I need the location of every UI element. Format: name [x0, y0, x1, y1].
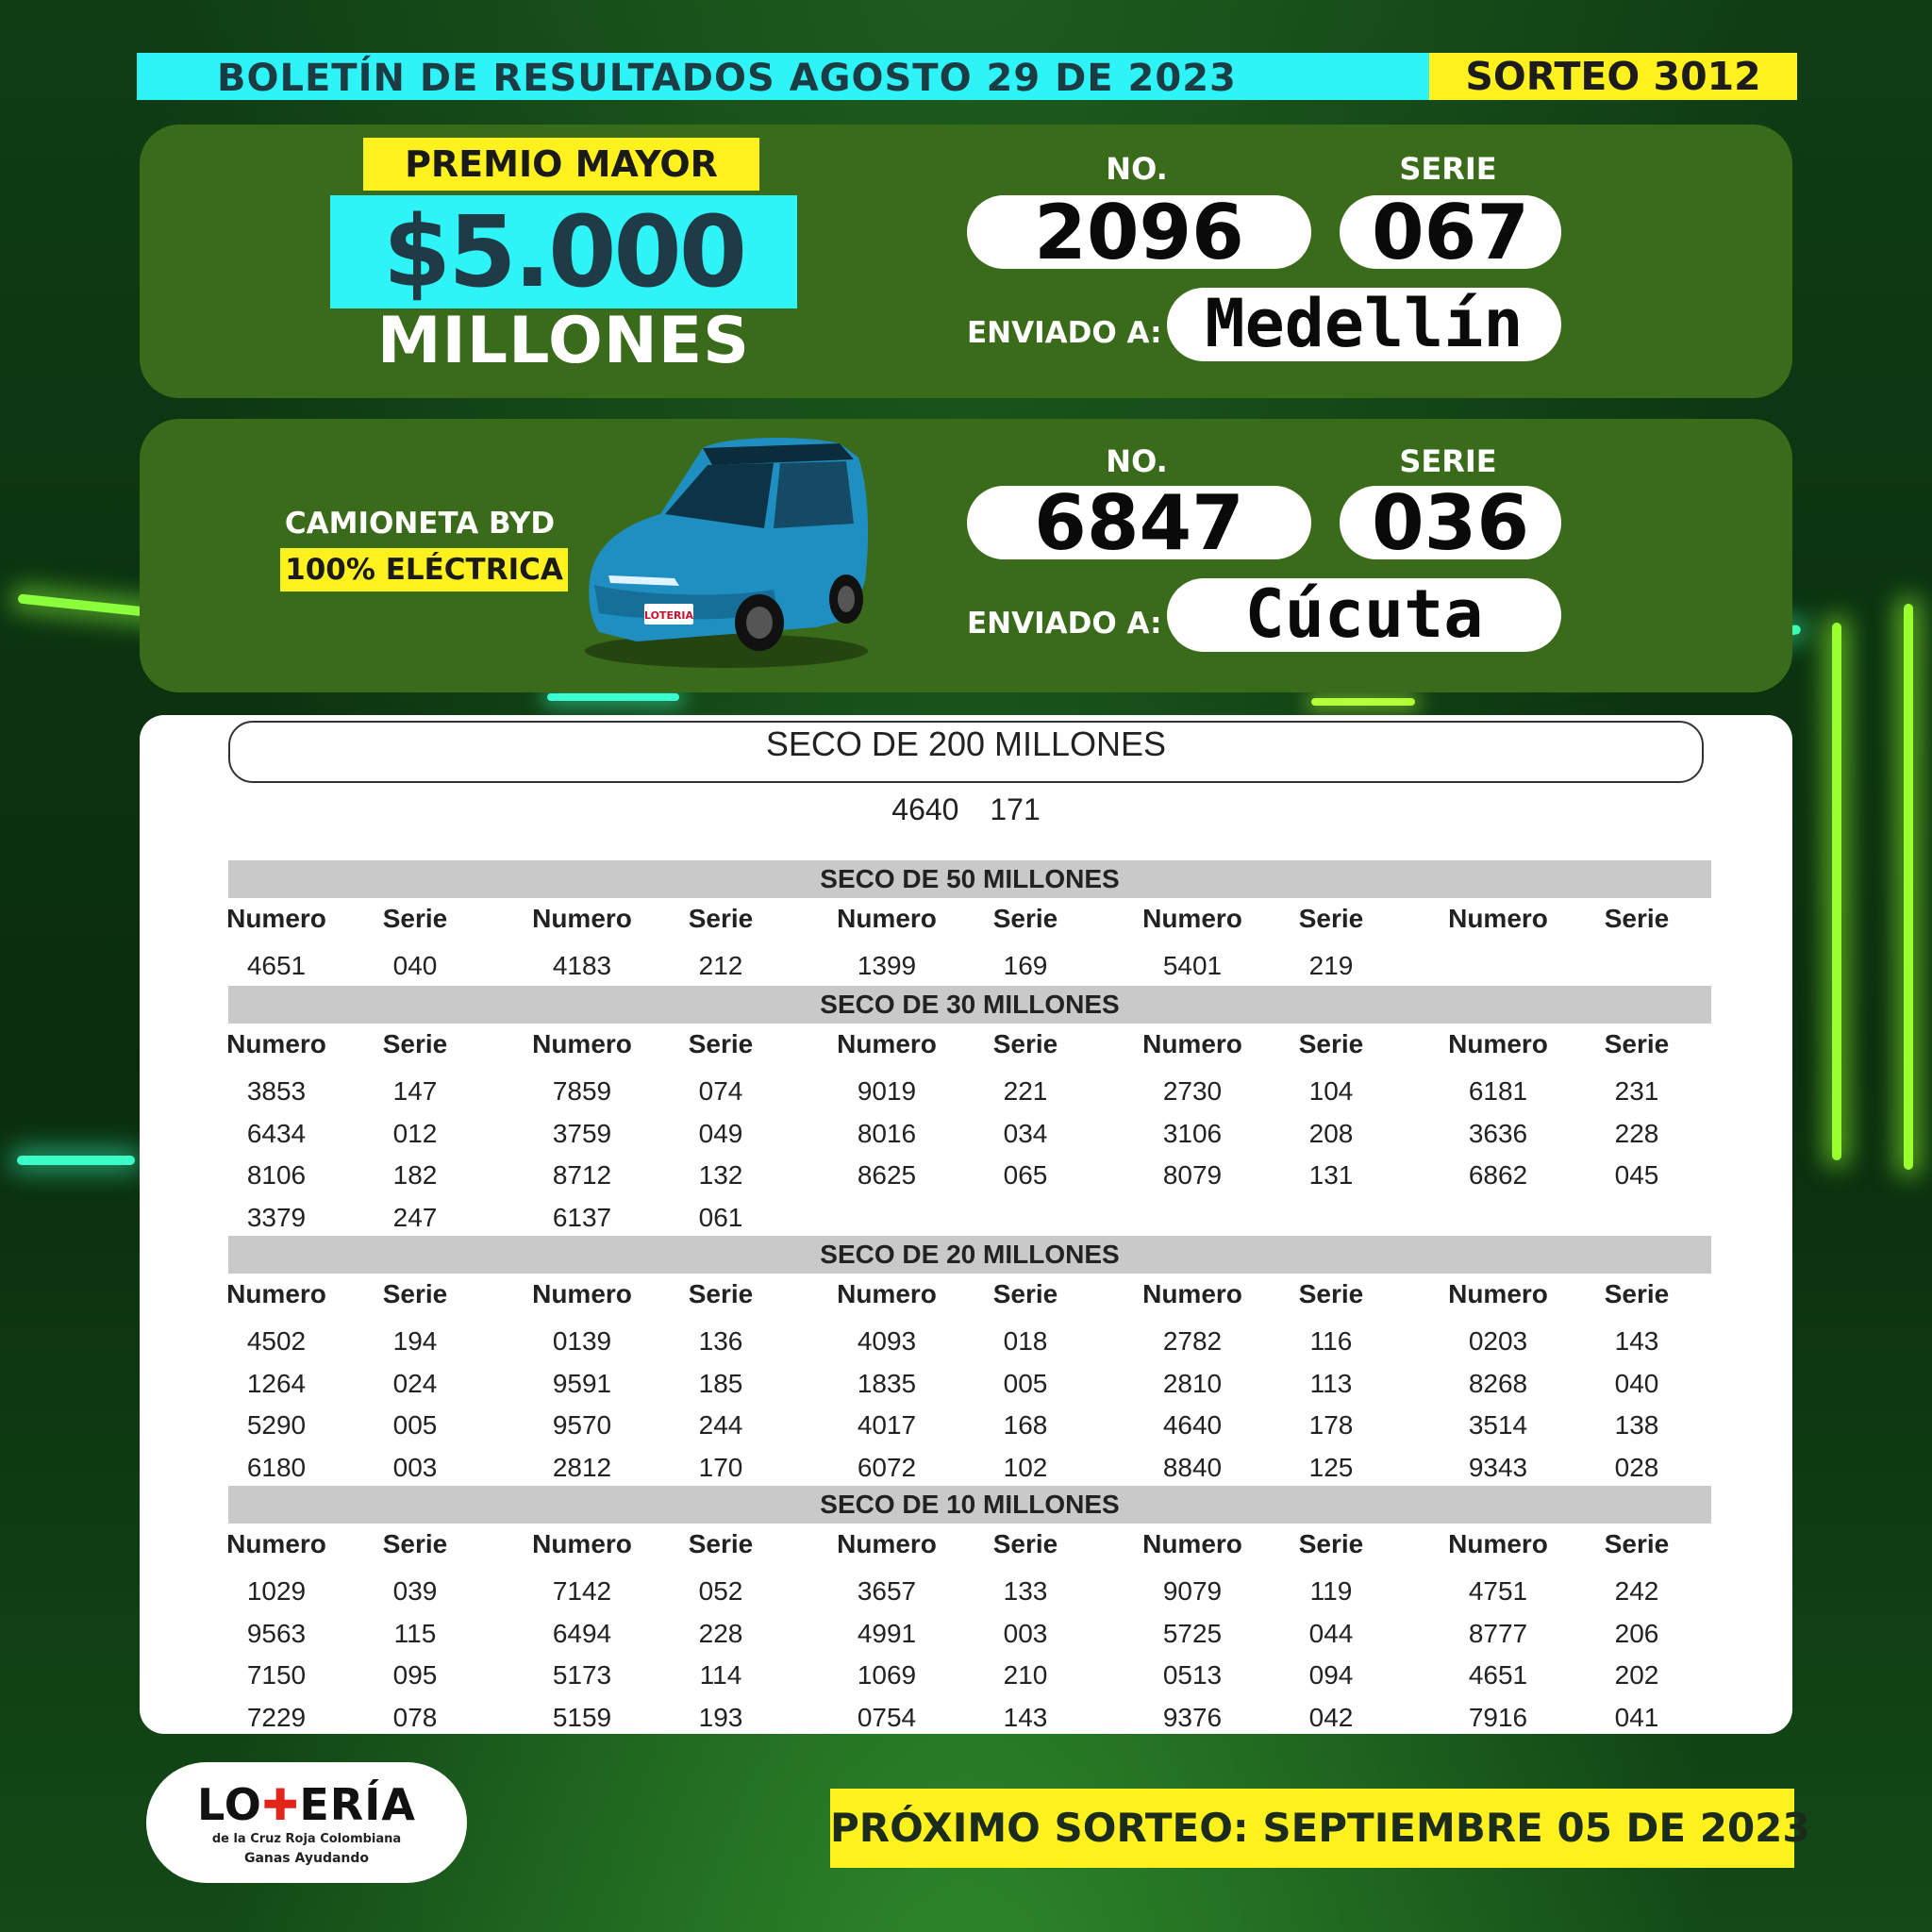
serie-cell: 074 — [698, 1076, 743, 1106]
numero-cell: 3106 — [1162, 1118, 1223, 1148]
sorteo-badge: SORTEO 3012 — [1429, 53, 1797, 100]
serie-cell: 028 — [1614, 1452, 1659, 1482]
column-header: Serie — [1604, 1279, 1670, 1308]
column-header: Serie — [1604, 1529, 1670, 1558]
column-header: Serie — [1298, 1029, 1364, 1058]
serie-cell: 102 — [1003, 1452, 1048, 1482]
numero-cell: 8712 — [552, 1160, 612, 1190]
proximo-sorteo-banner: PRÓXIMO SORTEO: SEPTIEMBRE 05 DE 2023 — [830, 1789, 1794, 1868]
numero-cell: 4183 — [552, 951, 612, 980]
numero-cell: 2782 — [1162, 1326, 1223, 1356]
numero-cell: 4751 — [1468, 1576, 1528, 1606]
serie-cell: 039 — [392, 1576, 438, 1606]
serie-cell: 042 — [1308, 1702, 1354, 1732]
camioneta-serie: 036 — [1340, 486, 1561, 559]
logo-subtitle: de la Cruz Roja Colombiana — [211, 1832, 402, 1846]
numero-cell: 2810 — [1162, 1368, 1223, 1398]
column-header: Serie — [1604, 1029, 1670, 1058]
car-plate: LOTERIA — [643, 609, 694, 622]
column-header: Numero — [837, 1029, 937, 1058]
serie-cell: 040 — [1614, 1368, 1659, 1398]
serie-cell: 136 — [698, 1326, 743, 1356]
serie-cell: 125 — [1308, 1452, 1354, 1482]
column-header: Serie — [688, 1529, 754, 1558]
numero-cell: 5290 — [246, 1410, 307, 1440]
seco-section — [226, 1486, 1711, 1732]
numero-cell: 0203 — [1468, 1326, 1528, 1356]
column-header: Numero — [1142, 904, 1242, 933]
serie-cell: 212 — [698, 951, 743, 980]
serie-cell: 018 — [1003, 1326, 1048, 1356]
numero-cell: 3759 — [552, 1118, 612, 1148]
serie-cell: 104 — [1308, 1076, 1354, 1106]
seco-section-title: SECO DE 30 MILLONES — [228, 986, 1711, 1024]
serie-cell: 228 — [1614, 1118, 1659, 1148]
neon-light-vertical — [1832, 623, 1841, 1160]
column-header: Numero — [837, 904, 937, 933]
numero-cell: 3657 — [857, 1576, 917, 1606]
column-header: Serie — [688, 1029, 754, 1058]
camioneta-serie-header: SERIE — [1399, 443, 1497, 479]
serie-cell: 003 — [392, 1452, 438, 1482]
serie-cell: 012 — [392, 1118, 438, 1148]
serie-cell: 052 — [698, 1576, 743, 1606]
numero-cell: 6862 — [1468, 1160, 1528, 1190]
serie-cell: 116 — [1309, 1326, 1353, 1356]
serie-cell: 182 — [392, 1160, 438, 1190]
column-header: Serie — [992, 904, 1058, 933]
serie-cell: 113 — [1309, 1368, 1353, 1398]
serie-cell: 221 — [1003, 1076, 1048, 1106]
numero-cell: 0754 — [857, 1702, 917, 1732]
column-header: Numero — [1448, 904, 1548, 933]
numero-cell: 9376 — [1162, 1702, 1223, 1732]
numero-cell: 8777 — [1468, 1618, 1528, 1648]
serie-cell: 095 — [392, 1660, 438, 1690]
seco-section — [226, 986, 1711, 1232]
camioneta-enviado-label: ENVIADO A: — [967, 607, 1162, 641]
numero-cell: 9343 — [1468, 1452, 1528, 1482]
numero-cell: 6137 — [552, 1202, 612, 1232]
serie-cell: 168 — [1003, 1410, 1048, 1440]
numero-cell: 8016 — [857, 1118, 917, 1148]
numero-cell: 1835 — [857, 1368, 917, 1398]
numero-cell: 9019 — [857, 1076, 917, 1106]
column-header: Serie — [1298, 1529, 1364, 1558]
numero-cell: 8106 — [246, 1160, 307, 1190]
column-header: Numero — [1142, 1029, 1242, 1058]
column-header: Numero — [1142, 1279, 1242, 1308]
logo-text-left: LO — [197, 1779, 262, 1830]
column-header: Serie — [382, 1529, 448, 1558]
serie-cell: 041 — [1614, 1702, 1659, 1732]
seco-200-title: SECO DE 200 MILLONES — [228, 721, 1704, 783]
neon-light-center — [1311, 698, 1415, 706]
numero-cell: 2812 — [552, 1452, 612, 1482]
numero-cell: 6181 — [1468, 1076, 1528, 1106]
serie-cell: 202 — [1614, 1660, 1659, 1690]
numero-cell: 7229 — [246, 1702, 307, 1732]
column-header: Numero — [226, 1029, 326, 1058]
numero-cell: 9079 — [1162, 1576, 1223, 1606]
serie-cell: 115 — [393, 1618, 437, 1648]
serie-cell: 247 — [392, 1202, 438, 1232]
numero-cell: 7859 — [552, 1076, 612, 1106]
column-header: Numero — [226, 1529, 326, 1558]
column-header: Numero — [532, 1279, 632, 1308]
neon-light-center — [547, 693, 679, 701]
numero-cell: 4502 — [246, 1326, 307, 1356]
column-header: Numero — [532, 1529, 632, 1558]
numero-cell: 1264 — [246, 1368, 307, 1398]
serie-cell: 185 — [698, 1368, 743, 1398]
column-header: Serie — [688, 904, 754, 933]
numero-cell: 6494 — [552, 1618, 612, 1648]
numero-cell: 2730 — [1162, 1076, 1223, 1106]
column-header: Numero — [532, 904, 632, 933]
logo-text-right: ERÍA — [299, 1779, 416, 1830]
numero-cell: 4093 — [857, 1326, 917, 1356]
camioneta-numero: 6847 — [967, 486, 1311, 559]
premio-serie-header: SERIE — [1399, 151, 1497, 187]
premio-serie: 067 — [1340, 195, 1561, 269]
seco-section — [226, 860, 1711, 980]
column-header: Serie — [992, 1529, 1058, 1558]
numero-cell: 1069 — [857, 1660, 917, 1690]
serie-cell: 242 — [1614, 1576, 1659, 1606]
numero-cell: 0513 — [1162, 1660, 1223, 1690]
column-header: Serie — [1604, 904, 1670, 933]
serie-cell: 034 — [1003, 1118, 1048, 1148]
bulletin-bar — [137, 53, 1429, 100]
seco-section-title: SECO DE 50 MILLONES — [228, 860, 1711, 898]
serie-cell: 143 — [1614, 1326, 1659, 1356]
column-header: Serie — [992, 1279, 1058, 1308]
numero-cell: 6434 — [246, 1118, 307, 1148]
column-header: Numero — [1448, 1029, 1548, 1058]
numero-cell: 0139 — [552, 1326, 612, 1356]
column-header: Serie — [1298, 904, 1364, 933]
car-image — [571, 420, 873, 675]
premio-mayor-amount: $5.000 — [330, 195, 797, 308]
serie-cell: 005 — [1003, 1368, 1048, 1398]
numero-cell: 4017 — [857, 1410, 917, 1440]
numero-cell: 8625 — [857, 1160, 917, 1190]
serie-cell: 024 — [392, 1368, 438, 1398]
serie-cell: 040 — [392, 951, 438, 980]
numero-cell: 7142 — [552, 1576, 612, 1606]
logo-slogan: Ganas Ayudando — [243, 1851, 370, 1866]
serie-cell: 219 — [1308, 951, 1354, 980]
column-header: Numero — [226, 904, 326, 933]
numero-cell: 5725 — [1162, 1618, 1223, 1648]
serie-cell: 147 — [392, 1076, 438, 1106]
serie-cell: 044 — [1308, 1618, 1354, 1648]
red-cross-icon: ✚ — [261, 1779, 300, 1830]
bulletin-title: BOLETÍN DE RESULTADOS AGOSTO 29 DE 2023 — [217, 57, 1237, 100]
serie-cell: 193 — [698, 1702, 743, 1732]
column-header: Numero — [1448, 1529, 1548, 1558]
camioneta-ciudad: Cúcuta — [1167, 578, 1561, 652]
serie-cell: 078 — [392, 1702, 438, 1732]
serie-cell: 194 — [392, 1326, 438, 1356]
seco-section-title: SECO DE 20 MILLONES — [228, 1236, 1711, 1274]
seco-200-value: 4640 171 — [891, 792, 1041, 826]
neon-light-left-low — [17, 1156, 135, 1165]
loteria-logo — [146, 1762, 467, 1883]
serie-cell: 244 — [698, 1410, 743, 1440]
serie-cell: 049 — [698, 1118, 743, 1148]
numero-cell: 7150 — [246, 1660, 307, 1690]
camioneta-no-header: NO. — [1106, 443, 1168, 479]
serie-cell: 119 — [1309, 1576, 1353, 1606]
column-header: Numero — [226, 1279, 326, 1308]
column-header: Numero — [837, 1279, 937, 1308]
serie-cell: 228 — [698, 1618, 743, 1648]
numero-cell: 4651 — [1468, 1660, 1528, 1690]
column-header: Serie — [382, 1029, 448, 1058]
serie-cell: 131 — [1308, 1160, 1354, 1190]
premio-mayor-unit: MILLONES — [376, 304, 751, 378]
numero-cell: 9563 — [246, 1618, 307, 1648]
numero-cell: 9591 — [552, 1368, 612, 1398]
premio-numero: 2096 — [967, 195, 1311, 269]
numero-cell: 3636 — [1468, 1118, 1528, 1148]
serie-cell: 138 — [1614, 1410, 1659, 1440]
numero-cell: 4640 — [1162, 1410, 1223, 1440]
serie-cell: 094 — [1308, 1660, 1354, 1690]
serie-cell: 210 — [1003, 1660, 1048, 1690]
serie-cell: 143 — [1003, 1702, 1048, 1732]
results-card — [140, 715, 1792, 1734]
serie-cell: 005 — [392, 1410, 438, 1440]
numero-cell: 3379 — [246, 1202, 307, 1232]
serie-cell: 178 — [1308, 1410, 1354, 1440]
serie-cell: 061 — [698, 1202, 743, 1232]
serie-cell: 065 — [1003, 1160, 1048, 1190]
logo-wordmark — [146, 1779, 467, 1830]
serie-cell: 132 — [698, 1160, 743, 1190]
column-header: Numero — [1142, 1529, 1242, 1558]
numero-cell: 1399 — [857, 951, 917, 980]
numero-cell: 7916 — [1468, 1702, 1528, 1732]
column-header: Serie — [382, 904, 448, 933]
numero-cell: 8268 — [1468, 1368, 1528, 1398]
column-header: Numero — [1448, 1279, 1548, 1308]
camioneta-label: CAMIONETA BYD — [284, 507, 556, 541]
premio-no-header: NO. — [1106, 151, 1168, 187]
seco-section — [226, 1236, 1711, 1482]
numero-cell: 9570 — [552, 1410, 612, 1440]
numero-cell: 4651 — [246, 951, 307, 980]
premio-mayor-label: PREMIO MAYOR — [363, 138, 759, 191]
numero-cell: 5401 — [1162, 951, 1223, 980]
numero-cell: 8840 — [1162, 1452, 1223, 1482]
numero-cell: 1029 — [246, 1576, 307, 1606]
neon-light-vertical — [1904, 604, 1913, 1170]
seco-section-title: SECO DE 10 MILLONES — [228, 1486, 1711, 1524]
column-header: Serie — [382, 1279, 448, 1308]
serie-cell: 206 — [1614, 1618, 1659, 1648]
numero-cell: 5159 — [552, 1702, 612, 1732]
premio-ciudad: Medellín — [1167, 288, 1561, 361]
column-header: Serie — [688, 1279, 754, 1308]
column-header: Serie — [992, 1029, 1058, 1058]
column-header: Serie — [1298, 1279, 1364, 1308]
serie-cell: 045 — [1614, 1160, 1659, 1190]
column-header: Numero — [532, 1029, 632, 1058]
serie-cell: 003 — [1003, 1618, 1048, 1648]
serie-cell: 170 — [698, 1452, 743, 1482]
serie-cell: 208 — [1308, 1118, 1354, 1148]
numero-cell: 3853 — [246, 1076, 307, 1106]
serie-cell: 169 — [1003, 951, 1048, 980]
premio-enviado-label: ENVIADO A: — [967, 316, 1162, 350]
numero-cell: 6180 — [246, 1452, 307, 1482]
numero-cell: 6072 — [857, 1452, 917, 1482]
numero-cell: 8079 — [1162, 1160, 1223, 1190]
numero-cell: 5173 — [552, 1660, 612, 1690]
column-header: Numero — [837, 1529, 937, 1558]
serie-cell: 133 — [1003, 1576, 1048, 1606]
camioneta-tag: 100% ELÉCTRICA — [280, 548, 568, 591]
numero-cell: 4991 — [857, 1618, 917, 1648]
numero-cell: 3514 — [1468, 1410, 1528, 1440]
serie-cell: 114 — [699, 1660, 742, 1690]
serie-cell: 231 — [1614, 1076, 1659, 1106]
